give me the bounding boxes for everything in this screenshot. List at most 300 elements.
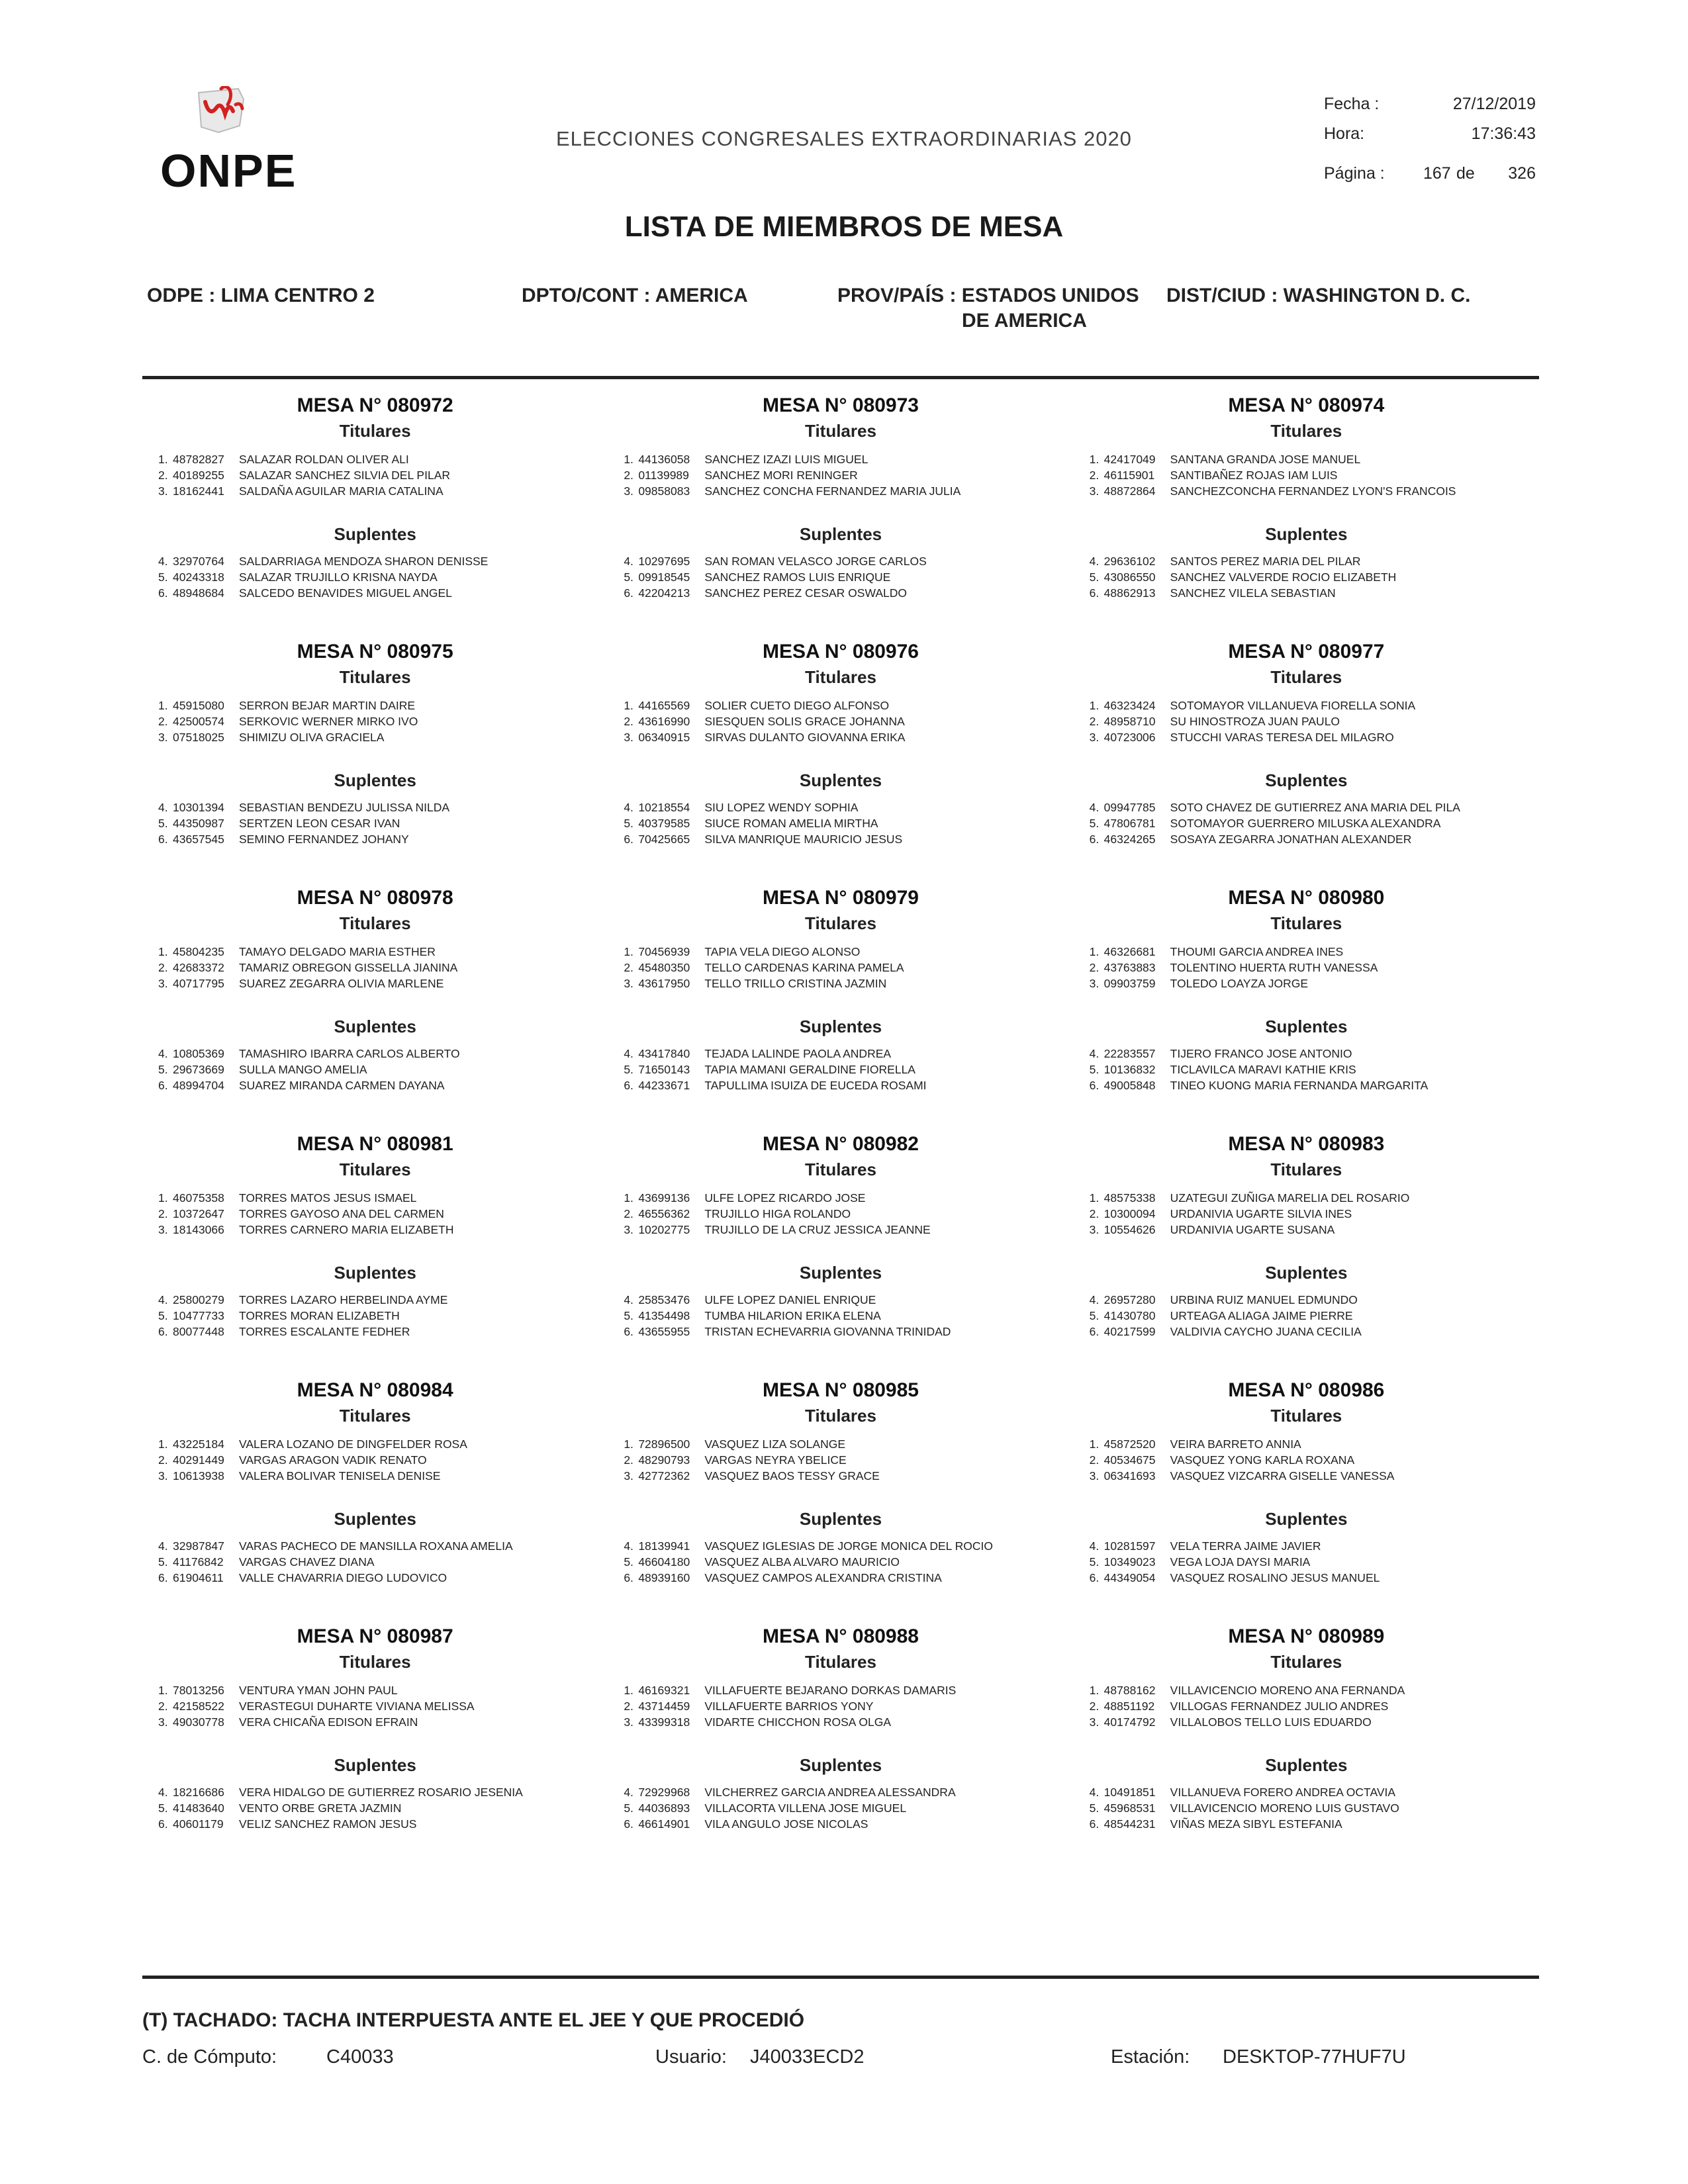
member-dni: 40243318 <box>173 570 224 584</box>
member-number: 6. <box>1089 1079 1100 1092</box>
member-row <box>624 1714 1066 1730</box>
member-name: VIÑAS MEZA SIBYL ESTEFANIA <box>1170 1817 1342 1831</box>
member-number: 4. <box>158 555 168 568</box>
member-number: 6. <box>624 1571 633 1584</box>
member-number: 4. <box>624 1293 633 1306</box>
titulares-heading: Titulares <box>1270 421 1342 441</box>
member-number: 4. <box>158 801 168 814</box>
member-row <box>1090 1324 1532 1340</box>
header-divider <box>142 376 1539 379</box>
member-row <box>158 1816 601 1832</box>
suplentes-list <box>624 553 1066 601</box>
member-dni: 78013256 <box>173 1684 224 1697</box>
member-dni: 10218554 <box>638 801 690 814</box>
member-row <box>624 698 1066 713</box>
member-dni: 41176842 <box>173 1555 224 1569</box>
member-number: 1. <box>158 1191 168 1205</box>
member-name: TIJERO FRANCO JOSE ANTONIO <box>1170 1047 1352 1060</box>
member-dni: 40217599 <box>1103 1325 1156 1338</box>
member-row <box>1090 1682 1532 1698</box>
member-number: 1. <box>1089 453 1100 466</box>
member-row <box>624 1816 1066 1832</box>
member-row <box>158 1468 601 1484</box>
member-row <box>1090 553 1532 569</box>
member-number: 2. <box>158 961 168 974</box>
member-name: TAPULLIMA ISUIZA DE EUCEDA ROSAMI <box>704 1079 927 1092</box>
mesa-block <box>608 1367 1073 1614</box>
member-dni: 44350987 <box>173 817 224 830</box>
suplentes-heading: Suplentes <box>799 770 882 790</box>
member-row <box>624 729 1066 745</box>
member-name: VIDARTE CHICCHON ROSA OLGA <box>704 1715 892 1729</box>
member-dni: 41354498 <box>638 1309 690 1322</box>
member-row <box>1090 1190 1532 1206</box>
member-number: 4. <box>158 1047 168 1060</box>
member-dni: 48872864 <box>1103 484 1156 498</box>
mesa-title: MESA N° 080973 <box>762 394 919 416</box>
mesa-block <box>608 629 1073 875</box>
member-name: TELLO CARDENAS KARINA PAMELA <box>704 961 904 974</box>
member-row <box>1090 1206 1532 1222</box>
member-dni: 48575338 <box>1103 1191 1156 1205</box>
member-dni: 48782827 <box>173 453 224 466</box>
member-number: 6. <box>1089 586 1100 600</box>
titulares-heading: Titulares <box>1270 1652 1342 1672</box>
member-row <box>624 1292 1066 1308</box>
member-number: 4. <box>1089 1539 1100 1553</box>
mesa-title: MESA N° 080974 <box>1228 394 1385 416</box>
member-number: 6. <box>158 833 168 846</box>
member-number: 4. <box>624 801 633 814</box>
mesa-title: MESA N° 080975 <box>297 641 453 662</box>
suplentes-heading: Suplentes <box>334 1017 416 1036</box>
member-dni: 10477733 <box>173 1309 224 1322</box>
member-name: VERA HIDALGO DE GUTIERREZ ROSARIO JESENIA <box>239 1786 523 1799</box>
member-name: VASQUEZ VIZCARRA GISELLE VANESSA <box>1170 1469 1395 1482</box>
member-row <box>1090 1077 1532 1093</box>
member-name: TORRES ESCALANTE FEDHER <box>239 1325 410 1338</box>
member-number: 3. <box>1089 1469 1100 1482</box>
member-name: VILA ANGULO JOSE NICOLAS <box>704 1817 868 1831</box>
titulares-list <box>158 698 601 745</box>
suplentes-heading: Suplentes <box>334 1509 416 1529</box>
member-number: 6. <box>1089 1817 1100 1831</box>
member-dni: 46323424 <box>1103 699 1156 712</box>
member-dni: 70456939 <box>638 945 690 958</box>
member-dni: 40723006 <box>1103 731 1156 744</box>
member-row <box>158 831 601 847</box>
member-row <box>158 1222 601 1238</box>
titulares-heading: Titulares <box>805 1160 876 1179</box>
member-name: VILLOGAS FERNANDEZ JULIO ANDRES <box>1170 1700 1389 1713</box>
member-row <box>158 815 601 831</box>
member-dni: 71650143 <box>638 1063 690 1076</box>
member-name: VELIZ SANCHEZ RAMON JESUS <box>239 1817 417 1831</box>
member-name: VILLAVICENCIO MORENO ANA FERNANDA <box>1170 1684 1405 1697</box>
member-number: 3. <box>624 731 633 744</box>
mesa-block <box>608 875 1073 1121</box>
member-dni: 10554626 <box>1103 1223 1156 1236</box>
member-row <box>624 553 1066 569</box>
suplentes-heading: Suplentes <box>799 524 882 544</box>
pagina-value: 167 <box>1423 164 1451 183</box>
member-name: TOLEDO LOAYZA JORGE <box>1170 977 1309 990</box>
member-dni: 01139989 <box>638 469 689 482</box>
member-name: TAPIA VELA DIEGO ALONSO <box>704 945 861 958</box>
member-dni: 10613938 <box>173 1469 224 1482</box>
member-number: 4. <box>1089 801 1100 814</box>
titulares-list <box>1090 1436 1532 1484</box>
member-dni: 48948684 <box>173 586 224 600</box>
mesa-block <box>1074 1121 1539 1367</box>
member-dni: 43617950 <box>638 977 690 990</box>
suplentes-list <box>1090 553 1532 601</box>
dpto-field: DPTO/CONT : AMERICA <box>522 285 748 306</box>
member-name: SALDARRIAGA MENDOZA SHARON DENISSE <box>239 555 489 568</box>
suplentes-list <box>1090 1538 1532 1586</box>
member-number: 4. <box>1089 1047 1100 1060</box>
member-dni: 45968531 <box>1103 1801 1156 1815</box>
member-dni: 42417049 <box>1103 453 1156 466</box>
mesa-title: MESA N° 080985 <box>762 1379 919 1401</box>
footer-divider <box>142 1976 1539 1979</box>
member-dni: 09903759 <box>1103 977 1156 990</box>
member-dni: 46169321 <box>638 1684 690 1697</box>
member-dni: 10281597 <box>1103 1539 1156 1553</box>
member-name: VERA CHICAÑA EDISON EFRAIN <box>239 1715 418 1729</box>
member-row <box>1090 1698 1532 1714</box>
member-name: VARGAS NEYRA YBELICE <box>704 1453 847 1467</box>
member-name: SIUCE ROMAN AMELIA MIRTHA <box>704 817 878 830</box>
member-dni: 44136058 <box>638 453 690 466</box>
member-number: 5. <box>158 1801 168 1815</box>
member-name: SANCHEZ VALVERDE ROCIO ELIZABETH <box>1170 570 1397 584</box>
mesa-block <box>142 1121 608 1367</box>
member-dni: 42772362 <box>638 1469 690 1482</box>
member-name: SOTOMAYOR GUERRERO MILUSKA ALEXANDRA <box>1170 817 1441 830</box>
member-row <box>1090 1784 1532 1800</box>
member-name: SALAZAR ROLDAN OLIVER ALI <box>239 453 409 466</box>
fecha-value: 27/12/2019 <box>1452 95 1536 113</box>
member-row <box>624 1452 1066 1468</box>
member-name: VALLE CHAVARRIA DIEGO LUDOVICO <box>239 1571 447 1584</box>
member-dni: 40189255 <box>173 469 224 482</box>
member-name: TORRES CARNERO MARIA ELIZABETH <box>239 1223 454 1236</box>
titulares-list <box>158 451 601 499</box>
member-row <box>158 1682 601 1698</box>
member-name: VILLAVICENCIO MORENO LUIS GUSTAVO <box>1170 1801 1399 1815</box>
member-dni: 72896500 <box>638 1437 690 1451</box>
member-number: 2. <box>624 715 633 728</box>
member-name: SANCHEZ PEREZ CESAR OSWALDO <box>704 586 907 600</box>
member-row <box>624 1190 1066 1206</box>
hora-label: Hora: <box>1324 124 1365 143</box>
member-name: TAMARIZ OBREGON GISSELLA JIANINA <box>239 961 458 974</box>
member-dni: 25853476 <box>638 1293 690 1306</box>
member-name: SUAREZ MIRANDA CARMEN DAYANA <box>239 1079 445 1092</box>
member-number: 3. <box>624 1715 633 1729</box>
member-row <box>1090 1452 1532 1468</box>
member-dni: 45480350 <box>638 961 690 974</box>
member-row <box>1090 1554 1532 1570</box>
member-row <box>1090 944 1532 960</box>
mesa-block <box>142 875 608 1121</box>
titulares-heading: Titulares <box>339 667 411 687</box>
member-dni: 48994704 <box>173 1079 224 1092</box>
estacion-label: Estación: <box>1111 2046 1190 2068</box>
member-name: SOTOMAYOR VILLANUEVA FIORELLA SONIA <box>1170 699 1416 712</box>
mesa-title: MESA N° 080988 <box>762 1625 919 1647</box>
member-row <box>158 729 601 745</box>
titulares-list <box>1090 1190 1532 1238</box>
member-name: URDANIVIA UGARTE SILVIA INES <box>1170 1207 1352 1220</box>
suplentes-list <box>624 1538 1066 1586</box>
member-row <box>158 960 601 976</box>
member-number: 5. <box>624 1801 633 1815</box>
mesa-block <box>608 1614 1073 1860</box>
member-name: VILCHERREZ GARCIA ANDREA ALESSANDRA <box>704 1786 956 1799</box>
member-name: SANTOS PEREZ MARIA DEL PILAR <box>1170 555 1361 568</box>
member-name: TAMASHIRO IBARRA CARLOS ALBERTO <box>239 1047 460 1060</box>
member-name: TORRES LAZARO HERBELINDA AYME <box>239 1293 448 1306</box>
member-dni: 48862913 <box>1103 586 1156 600</box>
member-name: VARGAS CHAVEZ DIANA <box>239 1555 375 1569</box>
member-row <box>158 1206 601 1222</box>
member-number: 5. <box>158 1063 168 1076</box>
suplentes-heading: Suplentes <box>1265 1263 1348 1283</box>
titulares-heading: Titulares <box>339 1160 411 1179</box>
member-name: VASQUEZ YONG KARLA ROXANA <box>1170 1453 1355 1467</box>
member-row <box>624 944 1066 960</box>
suplentes-list <box>158 1784 601 1832</box>
suplentes-heading: Suplentes <box>334 770 416 790</box>
member-name: SANCHEZ RAMOS LUIS ENRIQUE <box>704 570 891 584</box>
member-dni: 22283557 <box>1103 1047 1156 1060</box>
member-number: 1. <box>624 945 633 958</box>
member-row <box>1090 799 1532 815</box>
member-row <box>624 1554 1066 1570</box>
odpe-field: ODPE : LIMA CENTRO 2 <box>147 285 375 306</box>
de-label: de <box>1456 164 1475 183</box>
member-row <box>158 713 601 729</box>
member-dni: 80077448 <box>173 1325 224 1338</box>
mesa-title: MESA N° 080987 <box>297 1625 453 1647</box>
member-row <box>1090 1800 1532 1816</box>
member-number: 1. <box>624 453 633 466</box>
titulares-heading: Titulares <box>1270 1160 1342 1179</box>
member-number: 2. <box>158 1700 168 1713</box>
member-row <box>624 960 1066 976</box>
member-number: 5. <box>624 570 633 584</box>
member-dni: 46075358 <box>173 1191 224 1205</box>
member-dni: 49005848 <box>1103 1079 1156 1092</box>
member-name: SULLA MANGO AMELIA <box>239 1063 367 1076</box>
member-dni: 44036893 <box>638 1801 690 1815</box>
member-name: SANTIBAÑEZ ROJAS IAM LUIS <box>1170 469 1338 482</box>
member-dni: 46614901 <box>638 1817 690 1831</box>
member-number: 4. <box>624 1786 633 1799</box>
member-number: 1. <box>1089 1191 1100 1205</box>
member-number: 3. <box>1089 977 1100 990</box>
member-name: VASQUEZ IGLESIAS DE JORGE MONICA DEL ROCIO <box>704 1539 993 1553</box>
election-name: ELECCIONES CONGRESALES EXTRAORDINARIAS 2020 <box>556 127 1132 150</box>
member-row <box>624 1046 1066 1062</box>
member-number: 3. <box>1089 484 1100 498</box>
member-number: 6. <box>624 1079 633 1092</box>
member-name: TEJADA LALINDE PAOLA ANDREA <box>704 1047 892 1060</box>
member-name: SIU LOPEZ WENDY SOPHIA <box>704 801 859 814</box>
titulares-list <box>1090 1682 1532 1730</box>
member-number: 1. <box>624 1191 633 1205</box>
member-name: SALAZAR SANCHEZ SILVIA DEL PILAR <box>239 469 450 482</box>
member-row <box>158 483 601 499</box>
suplentes-heading: Suplentes <box>1265 770 1348 790</box>
suplentes-heading: Suplentes <box>334 1263 416 1283</box>
member-number: 5. <box>624 1555 633 1569</box>
member-row <box>624 467 1066 483</box>
member-dni: 29636102 <box>1103 555 1156 568</box>
member-dni: 06340915 <box>638 731 690 744</box>
member-row <box>158 467 601 483</box>
member-name: SANCHEZ IZAZI LUIS MIGUEL <box>704 453 868 466</box>
titulares-list <box>158 1436 601 1484</box>
titulares-heading: Titulares <box>339 1652 411 1672</box>
member-row <box>624 815 1066 831</box>
member-row <box>624 1206 1066 1222</box>
member-row <box>158 1570 601 1586</box>
suplentes-list <box>624 799 1066 847</box>
member-number: 6. <box>624 833 633 846</box>
member-row <box>624 831 1066 847</box>
member-dni: 72929968 <box>638 1786 690 1799</box>
member-number: 6. <box>1089 1571 1100 1584</box>
member-dni: 46604180 <box>638 1555 690 1569</box>
member-dni: 43086550 <box>1103 570 1156 584</box>
suplentes-list <box>158 799 601 847</box>
member-number: 2. <box>1089 1453 1100 1467</box>
member-dni: 43399318 <box>638 1715 690 1729</box>
titulares-heading: Titulares <box>339 421 411 441</box>
suplentes-list <box>158 1292 601 1340</box>
member-row <box>624 1784 1066 1800</box>
computo-label: C. de Cómputo: <box>142 2046 277 2068</box>
member-row <box>1090 698 1532 713</box>
member-number: 5. <box>1089 1555 1100 1569</box>
member-dni: 44233671 <box>638 1079 690 1092</box>
member-name: TORRES MATOS JESUS ISMAEL <box>239 1191 417 1205</box>
mesa-block <box>142 1614 608 1860</box>
member-number: 1. <box>624 699 633 712</box>
titulares-list <box>1090 698 1532 745</box>
member-name: VEGA LOJA DAYSI MARIA <box>1170 1555 1311 1569</box>
member-row <box>1090 1816 1532 1832</box>
member-row <box>158 1436 601 1452</box>
usuario-label: Usuario: <box>655 2046 727 2068</box>
member-name: SANCHEZ CONCHA FERNANDEZ MARIA JULIA <box>704 484 961 498</box>
member-name: VENTO ORBE GRETA JAZMIN <box>239 1801 402 1815</box>
member-dni: 29673669 <box>173 1063 224 1076</box>
member-row <box>624 1698 1066 1714</box>
member-number: 2. <box>1089 1207 1100 1220</box>
member-number: 2. <box>1089 961 1100 974</box>
titulares-list <box>158 1190 601 1238</box>
member-dni: 40601179 <box>173 1817 224 1831</box>
member-name: VASQUEZ BAOS TESSY GRACE <box>704 1469 880 1482</box>
member-row <box>624 1682 1066 1698</box>
member-number: 4. <box>158 1539 168 1553</box>
member-number: 5. <box>1089 1063 1100 1076</box>
member-number: 5. <box>158 570 168 584</box>
member-name: VERASTEGUI DUHARTE VIVIANA MELISSA <box>239 1700 475 1713</box>
page-title: LISTA DE MIEMBROS DE MESA <box>624 210 1064 243</box>
titulares-list <box>624 1436 1066 1484</box>
member-number: 2. <box>624 1700 633 1713</box>
hora-value: 17:36:43 <box>1471 124 1536 143</box>
member-dni: 46324265 <box>1103 833 1156 846</box>
titulares-list <box>158 1682 601 1730</box>
member-dni: 10805369 <box>173 1047 224 1060</box>
member-dni: 70425665 <box>638 833 690 846</box>
suplentes-list <box>1090 1046 1532 1093</box>
member-row <box>158 1538 601 1554</box>
member-dni: 46115901 <box>1103 469 1155 482</box>
member-row <box>1090 960 1532 976</box>
member-name: SOTO CHAVEZ DE GUTIERREZ ANA MARIA DEL PILA <box>1170 801 1460 814</box>
member-name: SILVA MANRIQUE MAURICIO JESUS <box>704 833 903 846</box>
member-number: 3. <box>1089 1223 1100 1236</box>
member-name: SIRVAS DULANTO GIOVANNA ERIKA <box>704 731 906 744</box>
member-name: THOUMI GARCIA ANDREA INES <box>1170 945 1344 958</box>
member-name: VELA TERRA JAIME JAVIER <box>1170 1539 1321 1553</box>
mesa-block <box>142 383 608 629</box>
member-dni: 48290793 <box>638 1453 690 1467</box>
member-name: TRISTAN ECHEVARRIA GIOVANNA TRINIDAD <box>704 1325 951 1338</box>
member-number: 5. <box>158 1309 168 1322</box>
suplentes-list <box>624 1046 1066 1093</box>
member-dni: 10301394 <box>173 801 224 814</box>
estacion-value: DESKTOP-77HUF7U <box>1223 2046 1406 2068</box>
member-number: 5. <box>158 817 168 830</box>
member-name: TAMAYO DELGADO MARIA ESTHER <box>239 945 436 958</box>
member-number: 5. <box>158 1555 168 1569</box>
member-name: TORRES GAYOSO ANA DEL CARMEN <box>239 1207 444 1220</box>
member-number: 6. <box>158 1325 168 1338</box>
member-dni: 32987847 <box>173 1539 224 1553</box>
member-number: 4. <box>1089 555 1100 568</box>
mesa-title: MESA N° 080981 <box>297 1133 453 1155</box>
member-dni: 07518025 <box>173 731 224 744</box>
member-dni: 09947785 <box>1103 801 1156 814</box>
member-row <box>624 1436 1066 1452</box>
member-row <box>624 1077 1066 1093</box>
member-dni: 48788162 <box>1103 1684 1156 1697</box>
member-dni: 44349054 <box>1103 1571 1156 1584</box>
member-dni: 42204213 <box>638 586 690 600</box>
suplentes-heading: Suplentes <box>799 1263 882 1283</box>
member-name: VASQUEZ CAMPOS ALEXANDRA CRISTINA <box>704 1571 942 1584</box>
member-dni: 43657545 <box>173 833 224 846</box>
member-dni: 43699136 <box>638 1191 690 1205</box>
member-number: 6. <box>1089 1325 1100 1338</box>
member-number: 5. <box>1089 570 1100 584</box>
member-dni: 42500574 <box>173 715 224 728</box>
member-name: SEMINO FERNANDEZ JOHANY <box>239 833 409 846</box>
member-number: 5. <box>1089 817 1100 830</box>
titulares-heading: Titulares <box>805 1406 876 1426</box>
member-dni: 41430780 <box>1103 1309 1156 1322</box>
member-row <box>158 1324 601 1340</box>
member-number: 2. <box>624 1453 633 1467</box>
